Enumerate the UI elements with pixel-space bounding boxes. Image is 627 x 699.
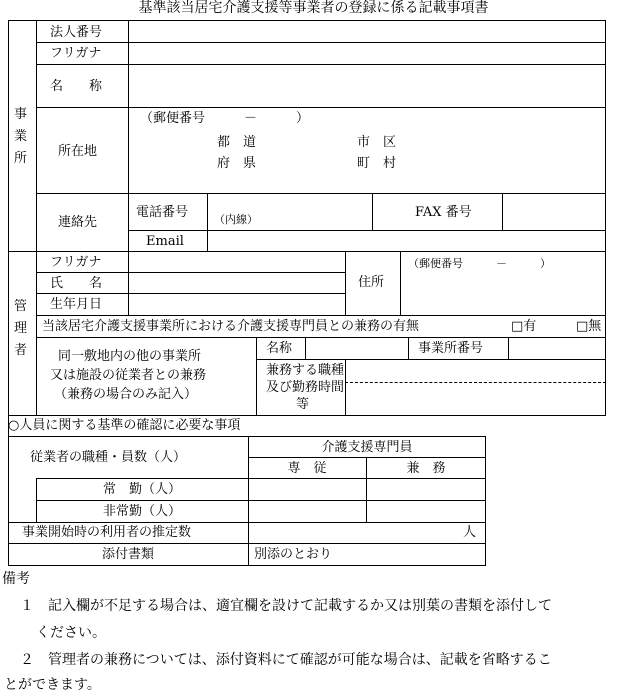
other-office-line1: 同一敷地内の他の事業所 [58,349,202,364]
office-cho-son: 町 村 [357,156,397,171]
manager-section-char-2: 理 [14,321,28,336]
label-contact: 連絡先 [58,215,98,230]
label-office-address: 所在地 [58,144,98,159]
office-section-char-1: 事 [14,107,28,122]
label-email: Email [146,234,184,249]
office-section-char-2: 業 [14,129,28,144]
office-to-do: 都 道 [217,135,257,150]
label-corp-number: 法人番号 [50,25,103,40]
label-estimated-users: 事業開始時の利用者の推定数 [22,525,192,540]
label-office-number: 事業所番号 [418,341,484,356]
label-manager-furigana: フリガナ [50,255,102,270]
office-shi-ku: 市 区 [357,135,397,150]
label-manager-name: 氏 名 [50,276,103,291]
page-title: 基準該当居宅介護支援等事業者の登録に係る記載事項書 [138,0,489,16]
job-line3: 等 [296,397,310,412]
label-office-furigana: フリガナ [50,46,102,61]
users-unit: 人 [463,525,477,540]
label-concurrent: 兼 務 [406,461,446,476]
note-1-line1: 記入欄が不足する場合は、適宜欄を設けて記載するか又は別葉の書類を添付して [48,598,552,614]
label-office-name: 名 称 [50,79,103,94]
tel-extension: （内線） [214,213,258,226]
note-1-line2: ください。 [36,625,106,641]
concurrent-no-checkbox[interactable]: □無 [576,319,602,334]
attachments-value: 別添のとおり [254,547,333,562]
note-2-line1: 管理者の兼務については、添付資料にて確認が可能な場合は、記載を省略するこ [48,652,552,668]
label-tel: 電話番号 [136,205,189,220]
label-attachments: 添付書類 [101,547,154,562]
label-fulltime: 常 勤（人） [102,482,181,497]
manager-section-char-3: 者 [14,343,28,358]
other-office-line2: 又は施設の従業者との兼務 [50,368,207,383]
staffing-heading: ○人員に関する基準の確認に必要な事項 [8,418,241,433]
label-dedicated: 専 従 [287,461,327,476]
label-staff-count: 従業者の職種・員数（人） [30,450,187,465]
label-parttime: 非常勤（人） [102,504,181,519]
note-1-number: １ [20,598,34,614]
label-fax: FAX 番号 [415,205,472,220]
job-line1: 兼務する職種 [266,363,345,378]
other-office-line3: （兼務の場合のみ記入） [54,387,198,402]
office-postal: （郵便番号 － ） [140,111,310,126]
office-fu-ken: 府 県 [217,156,257,171]
job-line2: 及び勤務時間 [266,380,345,395]
note-2-line2: とができます。 [4,677,101,693]
manager-section-char-1: 管 [14,299,28,314]
label-manager-address: 住所 [358,275,385,290]
concurrent-yes-checkbox[interactable]: □有 [511,319,537,334]
label-other-office-name: 名称 [266,341,293,356]
notes-heading: 備考 [2,571,30,587]
label-manager-dob: 生年月日 [50,297,103,312]
note-2-number: ２ [20,652,34,668]
label-care-manager: 介護支援専門員 [321,440,413,455]
office-section-char-3: 所 [14,151,28,166]
manager-postal: （郵便番号 － ） [408,257,551,270]
concurrent-question: 当該居宅介護支援事業所における介護支援専門員との兼務の有無 [42,319,420,334]
